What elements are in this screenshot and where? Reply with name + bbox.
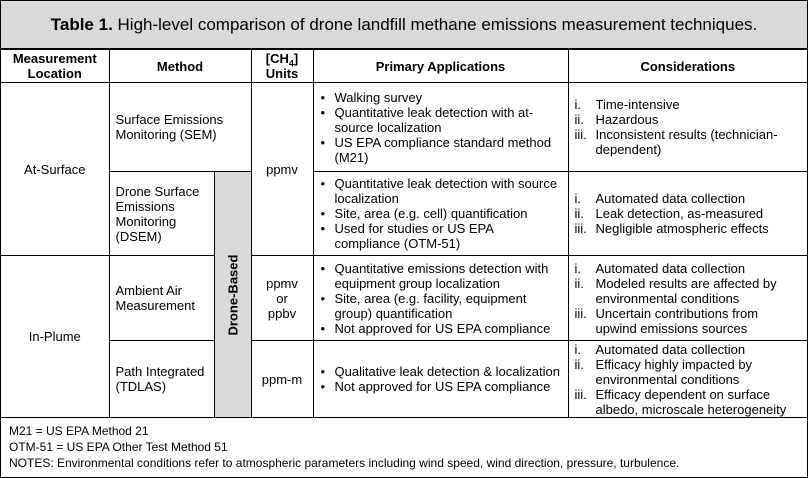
application-item: • Site, area (e.g. facility, equipment group) quantification [335, 291, 562, 321]
table-notes [1, 417, 807, 471]
consideration-item [574, 191, 802, 206]
consideration-number: iii. [574, 127, 587, 142]
consideration-item [574, 97, 802, 112]
consideration-number: ii. [574, 275, 584, 291]
consideration-item [574, 341, 802, 357]
consideration-text: Leak detection, as-measured [595, 206, 764, 221]
consideration-item [574, 260, 802, 276]
applications-list [320, 90, 562, 165]
units-path: ppm-m [251, 341, 313, 418]
considerations-cell [568, 83, 807, 172]
application-item: • Quantitative leak detection with at-source localization [335, 105, 562, 135]
header-row [1, 50, 807, 83]
header-units-sub: 4 [288, 58, 294, 69]
application-item: • US EPA compliance standard method (M21) [335, 135, 562, 165]
units-at-surface: ppmv [251, 83, 313, 256]
applications-cell [313, 172, 568, 256]
table-row [1, 341, 807, 418]
consideration-text: Automated data collection [595, 260, 746, 276]
consideration-number: i. [574, 341, 581, 357]
considerations-cell [568, 341, 807, 418]
applications-cell [313, 341, 568, 418]
note-otm51: OTM-51 = US EPA Other Test Method 51 [9, 440, 228, 454]
header-units-prefix: [CH [265, 51, 289, 66]
consideration-item [574, 112, 802, 127]
application-item: • Walking survey [335, 90, 562, 105]
application-item: • Not approved for US EPA compliance [335, 321, 562, 336]
considerations-list [575, 191, 802, 236]
consideration-item [574, 275, 802, 306]
consideration-number: i. [574, 97, 581, 112]
table-row [1, 256, 807, 341]
applications-list [320, 176, 562, 251]
consideration-text: Inconsistent results (technician-dependent) [595, 127, 778, 157]
applications-cell [313, 83, 568, 172]
drone-based-cell [214, 172, 251, 418]
consideration-text: Automated data collection [595, 191, 746, 206]
header-units-line2: Units [265, 66, 299, 81]
method-cell: Drone Surface Emissions Monitoring (DSEM) [109, 172, 214, 256]
consideration-text: Uncertain contributions from upwind emissions sources [595, 305, 759, 336]
consideration-item [574, 305, 802, 336]
consideration-item [574, 127, 802, 157]
table-title [1, 1, 807, 49]
comparison-table [1, 49, 807, 418]
considerations-list [575, 342, 802, 417]
applications-cell [313, 256, 568, 341]
drone-based-label: Drone-Based [225, 254, 240, 335]
method-cell: Surface Emissions Monitoring (SEM) [109, 83, 251, 172]
header-location: Measurement Location [1, 50, 109, 83]
consideration-number: ii. [574, 356, 584, 372]
consideration-item [574, 221, 802, 236]
consideration-number: i. [574, 260, 581, 276]
application-item: • Not approved for US EPA compliance [335, 379, 562, 394]
location-at-surface: At-Surface [1, 83, 109, 256]
consideration-number: iii. [574, 221, 587, 236]
application-item: • Qualitative leak detection & localization [335, 364, 562, 379]
consideration-text: Efficacy highly impacted by environmental conditions [595, 356, 753, 387]
header-considerations: Considerations [568, 50, 807, 83]
header-applications: Primary Applications [313, 50, 568, 83]
method-cell: Ambient Air Measurement [109, 256, 214, 341]
considerations-list [575, 261, 802, 336]
considerations-cell [568, 256, 807, 341]
consideration-number: iii. [574, 305, 587, 321]
units-ambient-air: ppmv or ppbv [251, 256, 313, 341]
consideration-text: Efficacy dependent on surface albedo, microscale heterogeneity [595, 386, 787, 417]
application-item: • Used for studies or US EPA compliance (OTM-51) [335, 221, 562, 251]
applications-list [320, 261, 562, 336]
table-row [1, 172, 807, 256]
header-units-suffix: ] [293, 51, 299, 66]
table-title-label: Table 1. [50, 15, 113, 34]
note-environmental: NOTES: Environmental conditions refer to atmospheric parameters including wind speed, wind direction, pressure, turbulence. [9, 456, 680, 470]
location-in-plume: In-Plume [1, 256, 109, 418]
considerations-list [575, 97, 802, 157]
consideration-text: Negligible atmospheric effects [595, 221, 769, 236]
table-row [1, 83, 807, 172]
consideration-number: ii. [574, 112, 584, 127]
consideration-text: Automated data collection [595, 341, 746, 357]
applications-list [320, 364, 562, 394]
consideration-number: iii. [574, 386, 587, 402]
note-m21: M21 = US EPA Method 21 [9, 424, 149, 438]
application-item: • Quantitative emissions detection with equipment group localization [335, 261, 562, 291]
table-title-text: High-level comparison of drone landfill methane emissions measurement techniques. [117, 15, 758, 34]
header-method: Method [109, 50, 251, 83]
consideration-text: Time-intensive [595, 97, 680, 112]
consideration-text: Modeled results are affected by environmental conditions [595, 275, 777, 306]
consideration-item [574, 356, 802, 387]
consideration-item [574, 386, 802, 417]
method-cell: Path Integrated (TDLAS) [109, 341, 214, 418]
consideration-number: ii. [574, 206, 584, 221]
application-item: • Quantitative leak detection with source localization [335, 176, 562, 206]
considerations-cell [568, 172, 807, 256]
consideration-number: i. [574, 191, 581, 206]
consideration-item [574, 206, 802, 221]
consideration-text: Hazardous [595, 112, 659, 127]
header-units [251, 50, 313, 83]
application-item: • Site, area (e.g. cell) quantification [335, 206, 562, 221]
